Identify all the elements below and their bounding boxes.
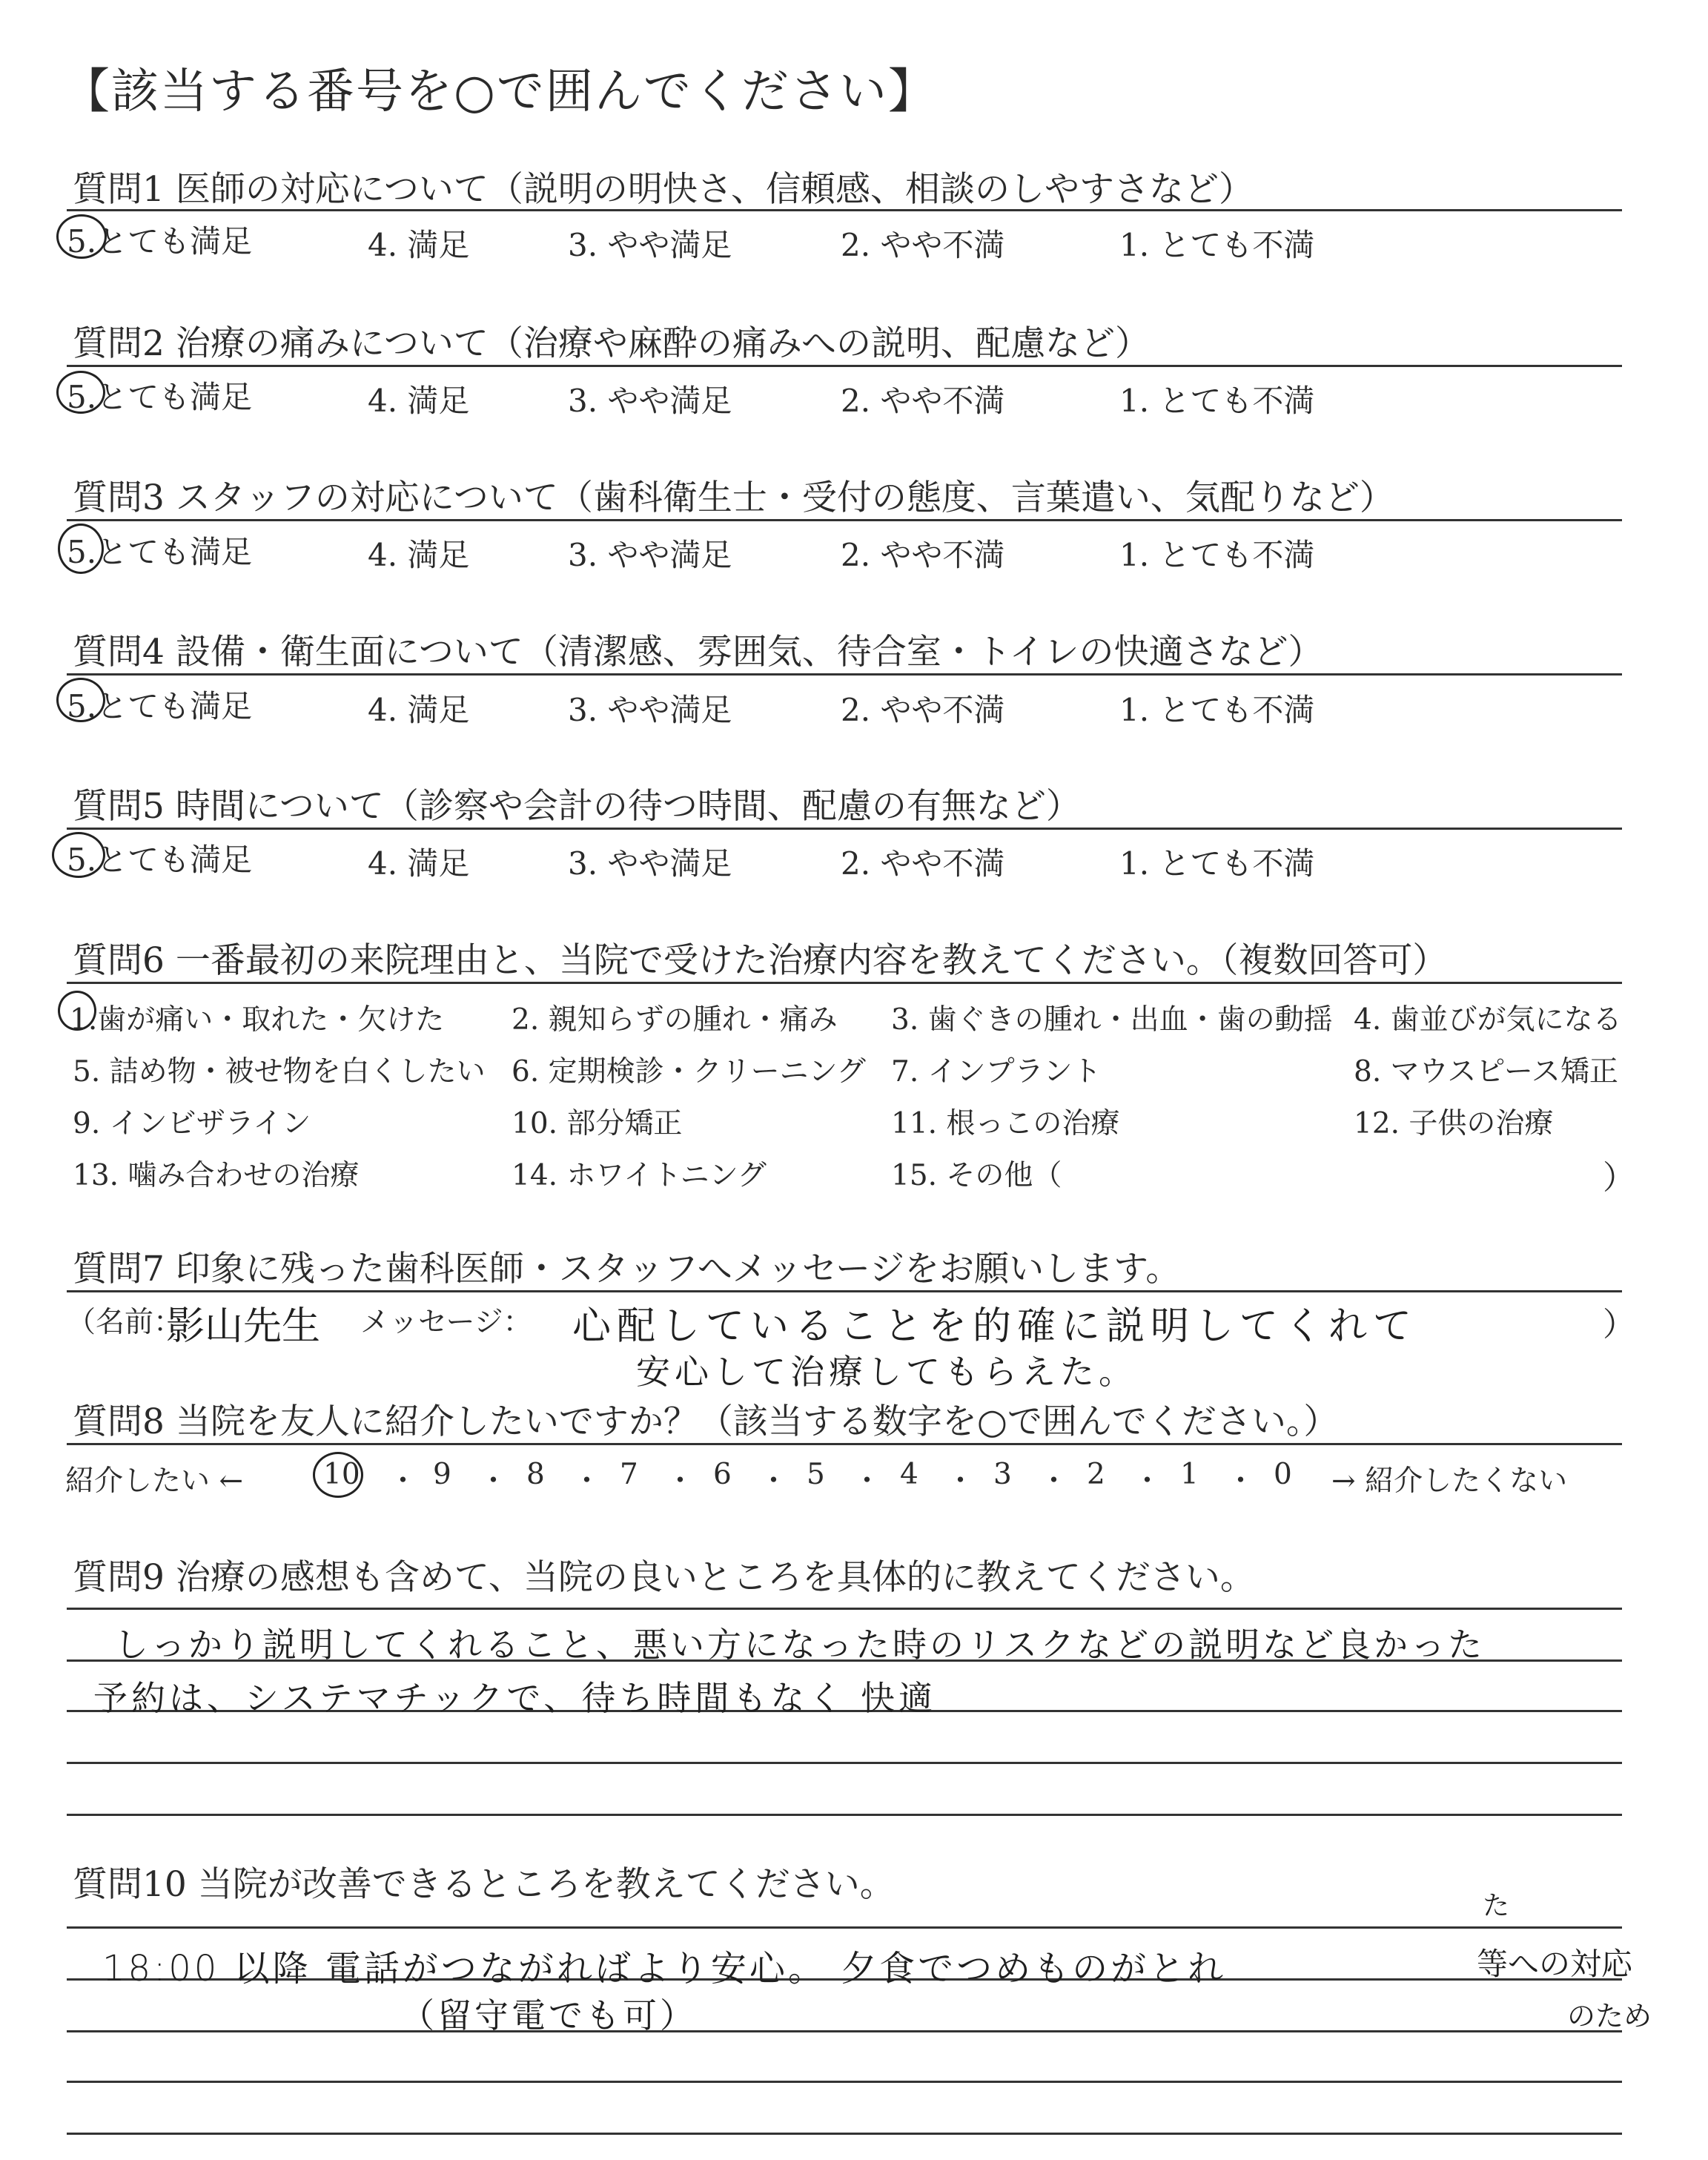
q7-name-value[interactable]: 影山先生 [166, 1304, 321, 1349]
question-2-label: 質問2 治療の痛みについて（治療や麻酔の痛みへの説明、配慮など） [73, 323, 1150, 364]
question-10-label: 質問10 当院が改善できるところを教えてください。 [73, 1864, 895, 1905]
q3-option-1[interactable]: 1. とても不満 [1119, 537, 1315, 573]
q4-option-2[interactable]: 2. やや不満 [841, 692, 1005, 728]
answer-line [67, 2081, 1622, 2083]
q6-option-6[interactable]: 6. 定期検診・クリーニング [512, 1055, 866, 1089]
answer-line [67, 2133, 1622, 2135]
q8-separator: ・ [572, 1464, 602, 1498]
q6-other-close-paren: ） [1603, 1159, 1635, 1197]
q8-separator: ・ [479, 1464, 509, 1498]
q8-left-label: 紹介したい ← [65, 1464, 244, 1498]
q6-option-3[interactable]: 3. 歯ぐきの腫れ・出血・歯の動揺 [891, 1003, 1333, 1037]
q8-number-0[interactable]: 0 [1274, 1458, 1292, 1491]
q8-separator: ・ [946, 1464, 976, 1498]
q8-number-5[interactable]: 5 [807, 1458, 825, 1491]
answer-line [67, 2030, 1622, 2032]
q1-option-5[interactable]: 5.とても満足 [67, 223, 253, 260]
question-7-label: 質問7 印象に残った歯科医師・スタッフへメッセージをお願いします。 [73, 1249, 1181, 1289]
q5-option-2[interactable]: 2. やや不満 [841, 845, 1005, 882]
q8-number-6[interactable]: 6 [713, 1458, 732, 1491]
q4-option-3[interactable]: 3. やや満足 [568, 692, 732, 728]
q8-number-2[interactable]: 2 [1087, 1458, 1105, 1491]
q8-separator: ・ [853, 1464, 882, 1498]
divider [67, 1443, 1622, 1445]
q5-option-4[interactable]: 4. 満足 [368, 845, 470, 882]
q10-answer-line-2-end[interactable]: のため [1567, 2000, 1652, 2032]
q8-number-4[interactable]: 4 [900, 1458, 918, 1491]
q6-option-4[interactable]: 4. 歯並びが気になる [1354, 1003, 1622, 1037]
q8-separator: ・ [1133, 1464, 1162, 1498]
q10-answer-line-1-end[interactable]: 等への対応 [1477, 1946, 1633, 1982]
divider [67, 209, 1622, 211]
q7-message-line-2[interactable]: 安心して治療してもらえた。 [636, 1352, 1137, 1392]
q6-option-8[interactable]: 8. マウスピース矯正 [1354, 1055, 1618, 1089]
divider [67, 365, 1622, 367]
question-3-label: 質問3 スタッフの対応について（歯科衛生士・受付の態度、言葉遣い、気配りなど） [73, 478, 1394, 518]
q8-separator: ・ [759, 1464, 789, 1498]
q6-option-9[interactable]: 9. インビザライン [73, 1107, 311, 1140]
q3-option-5[interactable]: 5.とても満足 [67, 534, 253, 570]
q2-option-1[interactable]: 1. とても不満 [1119, 383, 1315, 419]
q3-option-4[interactable]: 4. 満足 [368, 537, 470, 573]
q8-separator: ・ [388, 1464, 418, 1498]
answer-line [67, 1926, 1622, 1929]
q10-answer-line-2[interactable]: （留守電でも可） [400, 1995, 697, 2035]
q1-option-1[interactable]: 1. とても不満 [1119, 227, 1315, 263]
q5-option-5[interactable]: 5.とても満足 [67, 842, 253, 878]
q1-option-3[interactable]: 3. やや満足 [568, 227, 732, 263]
answer-line [67, 1814, 1622, 1816]
q10-insert-mark: た [1483, 1891, 1510, 1921]
q6-option-7[interactable]: 7. インプラント [891, 1055, 1102, 1089]
form-title: 【該当する番号を○で囲んでください】 [62, 65, 937, 119]
q4-option-1[interactable]: 1. とても不満 [1119, 692, 1315, 728]
q5-option-1[interactable]: 1. とても不満 [1119, 845, 1315, 882]
q8-separator: ・ [1039, 1464, 1069, 1498]
q8-number-1[interactable]: 1 [1180, 1458, 1199, 1491]
q4-option-5[interactable]: 5.とても満足 [67, 688, 253, 724]
q6-option-11[interactable]: 11. 根っこの治療 [891, 1107, 1120, 1140]
q6-option-13[interactable]: 13. 噛み合わせの治療 [73, 1159, 360, 1192]
q8-separator: ・ [1226, 1464, 1256, 1498]
question-6-label: 質問6 一番最初の来院理由と、当院で受けた治療内容を教えてください。（複数回答可） [73, 940, 1448, 981]
divider [67, 982, 1622, 984]
q8-number-8[interactable]: 8 [526, 1458, 545, 1491]
q7-message-label: メッセージ： [360, 1306, 532, 1339]
q2-option-5[interactable]: 5.とても満足 [67, 379, 253, 415]
answer-line [67, 1762, 1622, 1764]
q8-right-label: → 紹介したくない [1331, 1464, 1568, 1498]
q8-number-10[interactable]: 10 [323, 1458, 360, 1491]
question-5-label: 質問5 時間について（診察や会計の待つ時間、配慮の有無など） [73, 786, 1081, 827]
q2-option-3[interactable]: 3. やや満足 [568, 383, 732, 419]
divider [67, 519, 1622, 521]
divider [67, 673, 1622, 676]
question-1-label: 質問1 医師の対応について（説明の明快さ、信頼感、相談のしやすさなど） [73, 169, 1254, 210]
q8-number-9[interactable]: 9 [433, 1458, 451, 1491]
q1-option-4[interactable]: 4. 満足 [368, 227, 470, 263]
divider [67, 1290, 1622, 1292]
q7-name-label: （名前： [67, 1306, 183, 1339]
q9-answer-line-2[interactable]: 予約は、システマチックで、待ち時間もなく 快適 [93, 1678, 937, 1718]
q6-option-1[interactable]: 1.歯が痛い・取れた・欠けた [70, 1003, 445, 1037]
q6-option-10[interactable]: 10. 部分矯正 [512, 1107, 683, 1140]
q9-answer-line-1[interactable]: しっかり説明してくれること、悪い方になった時のリスクなどの説明など良かった [114, 1625, 1486, 1665]
q6-option-2[interactable]: 2. 親知らずの腫れ・痛み [512, 1003, 838, 1037]
q8-separator: ・ [666, 1464, 695, 1498]
q6-option-14[interactable]: 14. ホワイトニング [512, 1159, 767, 1192]
question-9-label: 質問9 治療の感想も含めて、当院の良いところを具体的に教えてください。 [73, 1557, 1255, 1598]
q6-option-5[interactable]: 5. 詰め物・被せ物を白くしたい [73, 1055, 486, 1089]
q10-answer-line-1[interactable]: 18:00 以降 電話がつながればより安心。 夕食でつめものがとれ [102, 1948, 1227, 1989]
q2-option-2[interactable]: 2. やや不満 [841, 383, 1005, 419]
q7-close-paren: ） [1603, 1306, 1635, 1344]
divider [67, 828, 1622, 830]
q4-option-4[interactable]: 4. 満足 [368, 692, 470, 728]
q8-number-3[interactable]: 3 [993, 1458, 1012, 1491]
q3-option-2[interactable]: 2. やや不満 [841, 537, 1005, 573]
question-4-label: 質問4 設備・衛生面について（清潔感、雰囲気、待合室・トイレの快適さなど） [73, 632, 1323, 673]
q7-message-line-1[interactable]: 心配していることを的確に説明してくれて [572, 1304, 1418, 1349]
q5-option-3[interactable]: 3. やや満足 [568, 845, 732, 882]
q6-option-12[interactable]: 12. 子供の治療 [1354, 1107, 1554, 1140]
q6-option-15[interactable]: 15. その他（ [891, 1159, 1062, 1192]
answer-line [67, 1608, 1622, 1610]
q1-option-2[interactable]: 2. やや不満 [841, 227, 1005, 263]
q2-option-4[interactable]: 4. 満足 [368, 383, 470, 419]
q3-option-3[interactable]: 3. やや満足 [568, 537, 732, 573]
question-8-label: 質問8 当院を友人に紹介したいですか？（該当する数字を○で囲んでください。） [73, 1401, 1339, 1442]
q8-number-7[interactable]: 7 [620, 1458, 638, 1491]
